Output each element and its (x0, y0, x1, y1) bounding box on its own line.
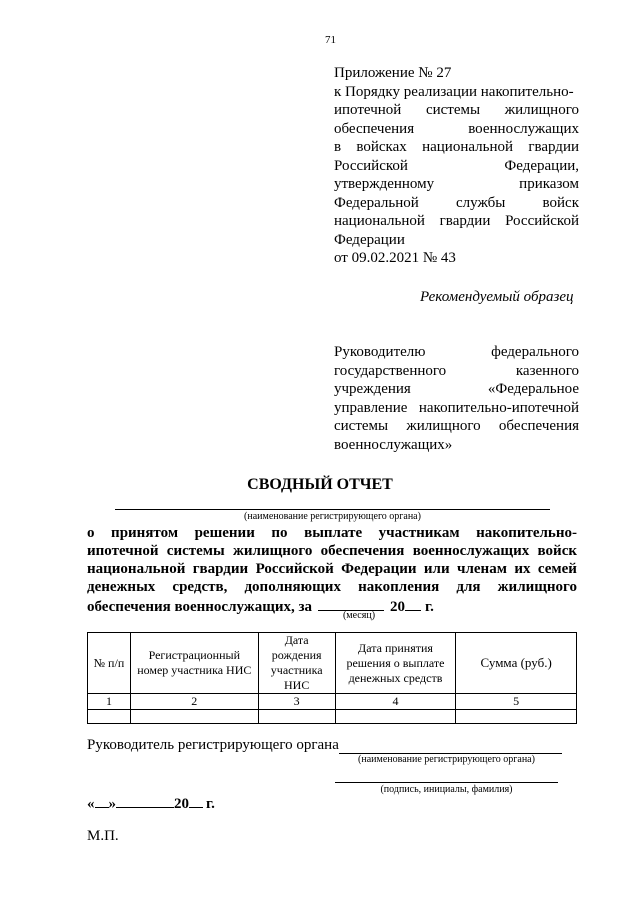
stamp-label: М.П. (87, 828, 119, 844)
word: Российской (505, 213, 579, 229)
word: принятом (111, 525, 179, 541)
word: решении (194, 525, 255, 541)
word: гвардии (192, 561, 249, 577)
word: ипотечной (334, 102, 402, 118)
word: обеспечения (320, 543, 405, 559)
org-name-caption: (наименование регистрирующего органа) (244, 511, 421, 522)
year-blank[interactable] (405, 596, 421, 611)
subject-line (87, 542, 577, 560)
table-header-row (88, 633, 577, 694)
word: военнослужащих (412, 543, 530, 559)
header-cell-number: № п/п (88, 633, 131, 694)
word: обеспечения (498, 418, 579, 434)
word: или (423, 561, 450, 577)
appendix-line (334, 175, 579, 194)
word: обеспечения (334, 120, 415, 137)
subject-last-text: обеспечения военнослужащих, за (87, 599, 313, 615)
word: Руководителю (334, 344, 426, 360)
addressee-line (334, 380, 579, 399)
word: семей (537, 561, 577, 577)
empty-cell[interactable] (456, 710, 577, 724)
appendix-line: к Порядку реализации накопительно- (334, 83, 574, 100)
month-name-blank[interactable] (116, 795, 174, 808)
word: накопительно-ипотечной (418, 399, 579, 416)
addressee-line (334, 343, 579, 362)
addressee-line (334, 399, 579, 418)
word: Федеральной (334, 194, 419, 211)
word: ипотечной (87, 543, 159, 559)
column-number-cell: 2 (130, 694, 258, 710)
addressee-line (334, 362, 579, 381)
subject-year: 20 (390, 599, 406, 615)
date-open-quote: « (87, 796, 95, 812)
word: управление (334, 399, 408, 416)
appendix-block (334, 64, 579, 268)
signature-label: Руководитель регистрирующего органа (87, 737, 339, 753)
subject-line (87, 578, 577, 596)
word: Российской (334, 157, 408, 174)
word: утвержденному (334, 176, 435, 192)
sample-label: Рекомендуемый образец (420, 289, 574, 305)
date-year-blank[interactable] (189, 795, 203, 808)
header-cell-decision-date: Дата принятия решения о выплате денежных средств (335, 633, 456, 694)
word: о (87, 525, 95, 541)
date-close-quote: » (108, 796, 116, 812)
signature-org-caption: (наименование регистрирующего органа) (358, 754, 535, 765)
word: приказом (519, 176, 579, 192)
date-line (87, 795, 215, 813)
report-table (87, 632, 577, 724)
empty-cell[interactable] (88, 710, 131, 724)
empty-cell[interactable] (258, 710, 335, 724)
word: службы (456, 194, 506, 211)
header-cell-birth-date: Дата рождения участника НИС (258, 633, 335, 694)
column-number-cell: 3 (258, 694, 335, 710)
word: системы (334, 418, 389, 434)
word: дополняющих (244, 579, 341, 595)
day-blank[interactable] (95, 795, 109, 808)
word: «Федеральное (487, 381, 579, 397)
signature-sign-caption: (подпись, инициалы, фамилия) (380, 784, 513, 795)
column-number-cell: 4 (335, 694, 456, 710)
appendix-line (334, 157, 579, 176)
word: казенного (515, 362, 579, 379)
word: национальной (422, 139, 514, 155)
word: денежных (87, 579, 156, 595)
report-subject (87, 524, 577, 616)
word: войск (537, 543, 577, 559)
column-number-cell: 5 (456, 694, 577, 710)
word: учреждения (334, 381, 411, 397)
word: Российской (255, 561, 334, 577)
addressee-block (334, 343, 579, 454)
date-year: 20 (174, 796, 189, 812)
month-caption: (месяц) (342, 610, 376, 621)
sign-name-line[interactable] (335, 782, 558, 783)
word: системы (425, 102, 481, 118)
word: жилищного (406, 418, 481, 434)
header-cell-sum: Сумма (руб.) (456, 633, 577, 694)
word: жилищного (233, 543, 313, 559)
word: федерального (491, 344, 579, 360)
month-blank[interactable] (318, 596, 384, 611)
word: участникам (378, 525, 460, 541)
appendix-line (334, 212, 579, 231)
org-name-line (115, 509, 550, 510)
word: национальной (334, 213, 425, 229)
date-suffix: г. (206, 796, 215, 812)
appendix-line (334, 194, 579, 213)
word: членам (457, 561, 507, 577)
header-cell-reg-number: Регистрационный номер участника НИС (130, 633, 258, 694)
report-title: СВОДНЫЙ ОТЧЕТ (247, 476, 393, 493)
word: жилищного (504, 102, 579, 118)
signature-line (87, 737, 562, 754)
word: в (334, 139, 342, 155)
subject-year-suffix: г. (425, 599, 434, 615)
word: накопительно- (476, 525, 577, 541)
word: государственного (334, 362, 447, 379)
word: выплате (304, 525, 363, 541)
table-empty-row (88, 710, 577, 724)
page-number: 71 (325, 34, 336, 46)
appendix-line (334, 101, 579, 120)
empty-cell[interactable] (335, 710, 456, 724)
appendix-line: Приложение № 27 (334, 65, 452, 81)
column-number-cell: 1 (88, 694, 131, 710)
empty-cell[interactable] (130, 710, 258, 724)
word: для (456, 579, 481, 595)
appendix-line (334, 138, 579, 157)
word: Федерации (341, 561, 417, 577)
word: гвардии (528, 139, 579, 155)
word: накопления (358, 579, 440, 595)
org-signature-blank[interactable] (339, 741, 562, 754)
subject-line (87, 524, 577, 542)
addressee-line: военнослужащих» (334, 436, 453, 453)
appendix-line (334, 120, 579, 139)
subject-line (87, 560, 577, 578)
word: по (271, 525, 288, 541)
addressee-line (334, 417, 579, 436)
word: военнослужащих (468, 120, 579, 137)
word: войск (542, 194, 579, 211)
word: войсках (356, 139, 407, 155)
word: гвардии (439, 213, 491, 229)
word: Федерации, (504, 157, 579, 174)
word: средств, (172, 579, 228, 595)
table-number-row (88, 694, 577, 710)
word: жилищного (497, 579, 577, 595)
word: системы (166, 543, 225, 559)
word: их (514, 561, 531, 577)
appendix-line: от 09.02.2021 № 43 (334, 250, 456, 266)
word: национальной (87, 561, 186, 577)
appendix-line: Федерации (334, 231, 405, 248)
